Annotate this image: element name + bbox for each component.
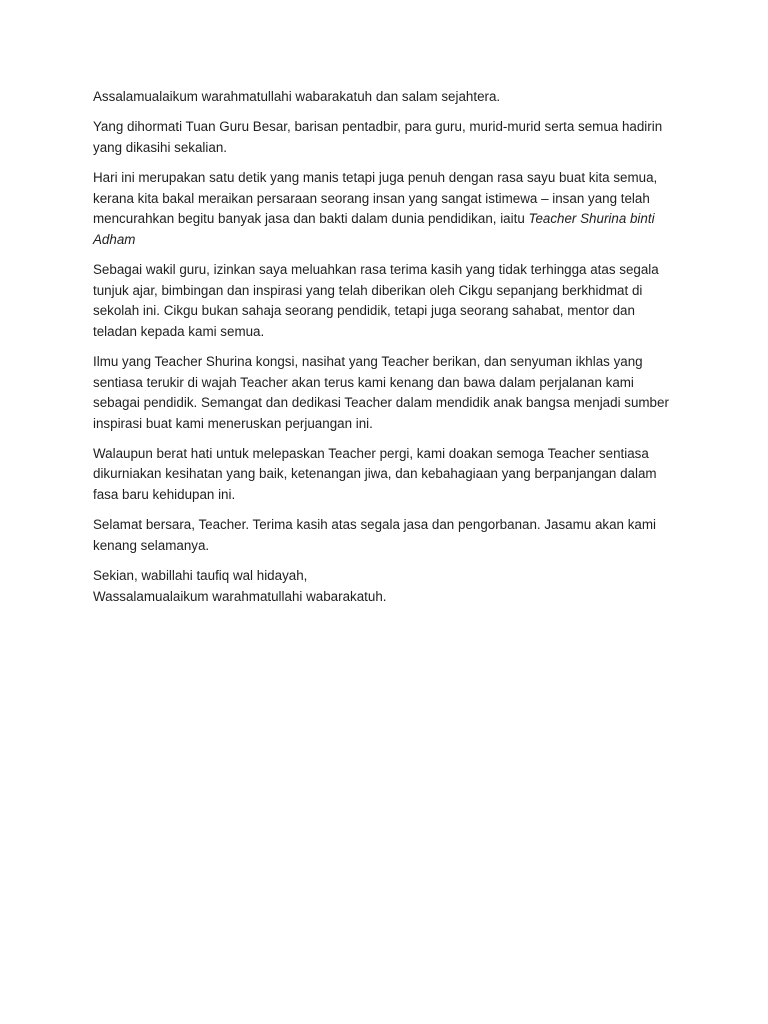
closing-line-2: Wassalamualaikum warahmatullahi wabarakatuh. (93, 588, 387, 604)
closing-paragraph (93, 566, 678, 607)
speech-body (93, 87, 678, 607)
salutation-paragraph: Yang dihormati Tuan Guru Besar, barisan pentadbir, para guru, murid-murid serta semua hadirin yang dikasihi sekalian. (93, 119, 663, 155)
greeting-paragraph: Assalamualaikum warahmatullahi wabarakatuh dan salam sejahtera. (93, 89, 501, 104)
intro-text: Hari ini merupakan satu detik yang manis tetapi juga penuh dengan rasa sayu buat kita semua, kerana kita bakal meraikan persaraan seorang insan yang sangat istimewa – insan yang telah mencurahkan begitu banyak jasa dan bakti dalam dunia pendidikan, iaitu (93, 169, 658, 227)
gratitude-paragraph: Sebagai wakil guru, izinkan saya meluahkan rasa terima kasih yang tidak terhingga atas segala tunjuk ajar, bimbingan dan inspirasi yang telah diberikan oleh Cikgu sepanjang berkhidmat di sekolah ini. Cikgu bukan sahaja seorang pendidik, tetapi juga seorang sahabat, mentor dan teladan kepada kami semua. (93, 261, 659, 339)
intro-paragraph (93, 168, 678, 250)
wishes-paragraph: Walaupun berat hati untuk melepaskan Teacher pergi, kami doakan semoga Teacher sentiasa dikurniakan kesihatan yang baik, ketenangan jiwa, dan kebahagiaan yang berpanjangan dalam fasa baru kehidupan ini. (93, 445, 657, 503)
farewell-paragraph: Selamat bersara, Teacher. Terima kasih atas segala jasa dan pengorbanan. Jasamu akan kami kenang selamanya. (93, 517, 656, 553)
memories-paragraph: Ilmu yang Teacher Shurina kongsi, nasihat yang Teacher berikan, dan senyuman ikhlas yang sentiasa terukir di wajah Teacher akan terus kami kenang dan bawa dalam perjalanan kami sebagai pendidik. Semangat dan dedikasi Teacher dalam mendidik anak bangsa menjadi sumber inspirasi buat kami meneruskan perjuangan ini. (93, 353, 669, 431)
closing-line-1: Sekian, wabillahi taufiq wal hidayah, (93, 568, 308, 584)
retiree-name: Teacher Shurina binti Adham (93, 211, 655, 247)
